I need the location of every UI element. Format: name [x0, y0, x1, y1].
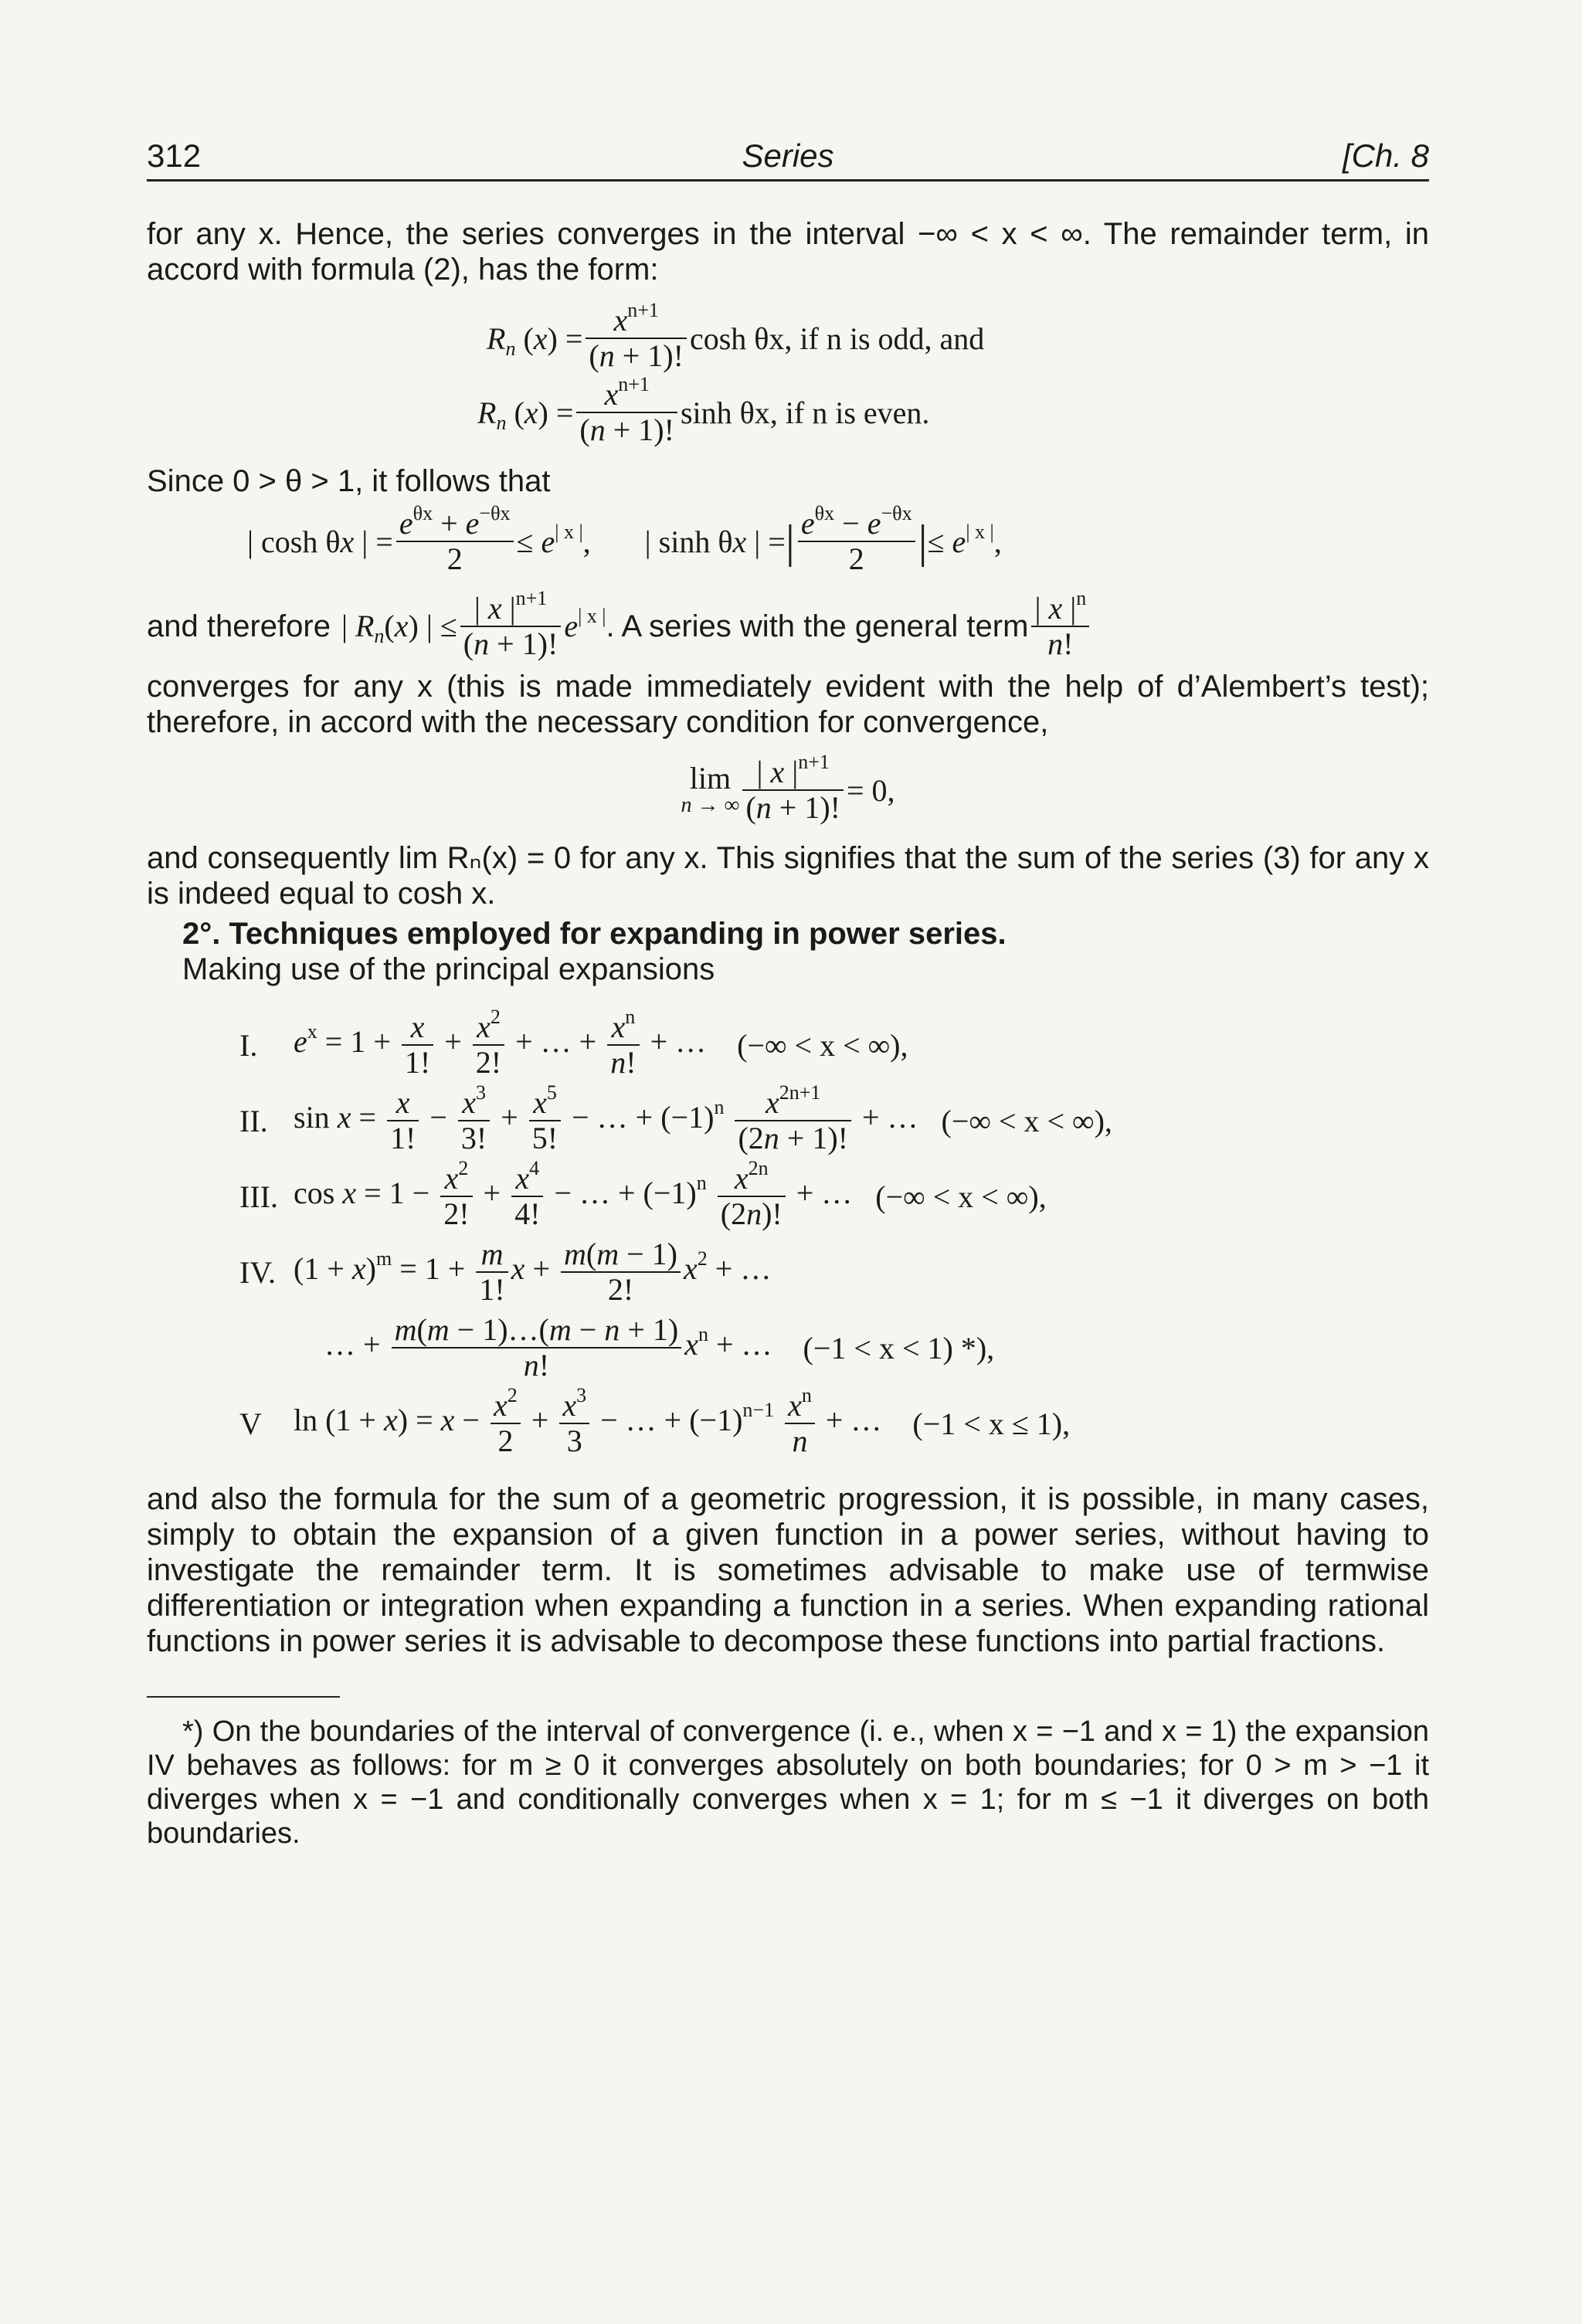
paragraph-3: converges for any x (this is made immediately evident with the help of d’Alembert’s test); therefore, in accord with the necessary condition for convergence,	[147, 670, 1429, 739]
chapter-label: [Ch. 8	[1342, 137, 1429, 174]
paragraph-5: Making use of the principal expansions	[182, 952, 715, 986]
expansions-list	[239, 1006, 1429, 1458]
running-title: Series	[742, 137, 834, 174]
since-line: Since 0 > θ > 1, it follows that	[147, 464, 551, 498]
paragraph-1: for any x. Hence, the series converges in the interval −∞ < x < ∞. The remainder term, in accord with formula (2), has the form:	[147, 217, 1429, 287]
expansion-4-continued: … + $\frac{m(m - 1)\dots(m - n + 1)}{n!}$ $x^n$ + … (−1 < x < 1) *),	[324, 1312, 995, 1383]
expansion-3: III. cos x = 1 − $\frac{x^2}{2!}$ + $\frac{x^4}{4!}$ − … + $(-1)^n$ $\frac{x^{2n}}{(2n)!}$ + … (−∞ < x < ∞),	[239, 1157, 1047, 1231]
paragraph-6: and also the formula for the sum of a geometric progression, it is possible, in many cases, simply to obtain the expansion of a given function in a power series, without having to investigate the remainder term. It is sometimes advisable to make use of termwise differentiation or integration when expanding a function in a series. When expanding rational functions in power series it is advisable to decompose these functions into partial fractions.	[147, 1482, 1429, 1658]
footnote: *) On the boundaries of the interval of convergence (i. e., when x = −1 and x = 1) the expansion IV behaves as follows: for m ≥ 0 it converges absolutely on both boundaries; for 0 > m > −1 it diverges when x = −1 and conditionally converges when x = 1; for m ≤ −1 it diverges on both boundaries.	[147, 1715, 1429, 1850]
general-term-text: . A series with the general term	[606, 609, 1029, 643]
expansion-4: IV. $(1 + x)^m = 1$ + $\frac{m}{1!}$ x + $\frac{m(m - 1)}{2!}$ $x^2$ + …	[239, 1237, 772, 1307]
even-case-text: sinh θx, if n is even.	[680, 395, 930, 430]
therefore-line: and therefore | $R_n(x)$ | ≤ $\frac{| x |^{n+1}}{(n + 1)!}$ $e^{| x |}$ . A series with the general term $\frac{| x |^n}{n!}$	[147, 584, 1429, 669]
and-therefore-text: and therefore	[147, 609, 331, 643]
odd-case-text: cosh θx, if n is odd, and	[689, 321, 985, 356]
cosh-sinh-bounds: | cosh θx | = $\frac{e^{\theta x} + e^{-\theta x}}{2}$ ≤ $e^{| x |}$, | sinh θx | = | $\frac{e^{\theta x} - e^{-\theta x}}{2}$ | ≤ $e^{| x |}$,	[247, 502, 1002, 576]
page-number: 312	[147, 137, 202, 174]
footnote-rule	[147, 1696, 340, 1698]
remainder-odd: $R_n$ ( x ) = $\frac{x^{n+1}}{(n + 1)!}$ cosh θx, if n is odd, and	[487, 299, 985, 373]
running-header	[147, 116, 1429, 178]
expansion-1: I. $e^x = 1$ + $\frac{x}{1!}$ + $\frac{x^2}{2!}$ + … + $\frac{x^n}{n!}$ + … (−∞ < x < ∞),	[239, 1006, 908, 1080]
limit-equation: lim n → ∞ $\frac{| x |^{n+1}}{(n + 1)!}$ = 0,	[681, 751, 895, 825]
page	[147, 116, 1429, 2294]
expansion-2: II. sin x = $\frac{x}{1!}$ − $\frac{x^3}{3!}$ + $\frac{x^5}{5!}$ − … + $(-1)^n$ $\frac{x^{2n+1}}{(2n + 1)!}$ + … (−∞ < x < ∞),	[239, 1081, 1112, 1155]
remainder-equations	[477, 299, 1429, 450]
paragraph-4: and consequently lim Rₙ(x) = 0 for any x. This signifies that the sum of the series (3) for any x is indeed equal to cosh x.	[147, 841, 1429, 911]
section-heading: 2°. Techniques employed for expanding in power series.	[182, 917, 1007, 951]
expansion-5: V ln (1 + x) = x − $\frac{x^2}{2}$ + $\frac{x^3}{3}$ − … + $(-1)^{n-1}$ $\frac{x^n}{n}$ + … (−1 < x ≤ 1),	[239, 1384, 1071, 1458]
remainder-even: $R_n$ ( x ) = $\frac{x^{n+1}}{(n + 1)!}$ sinh θx, if n is even.	[477, 373, 930, 447]
header-rule	[147, 179, 1429, 182]
